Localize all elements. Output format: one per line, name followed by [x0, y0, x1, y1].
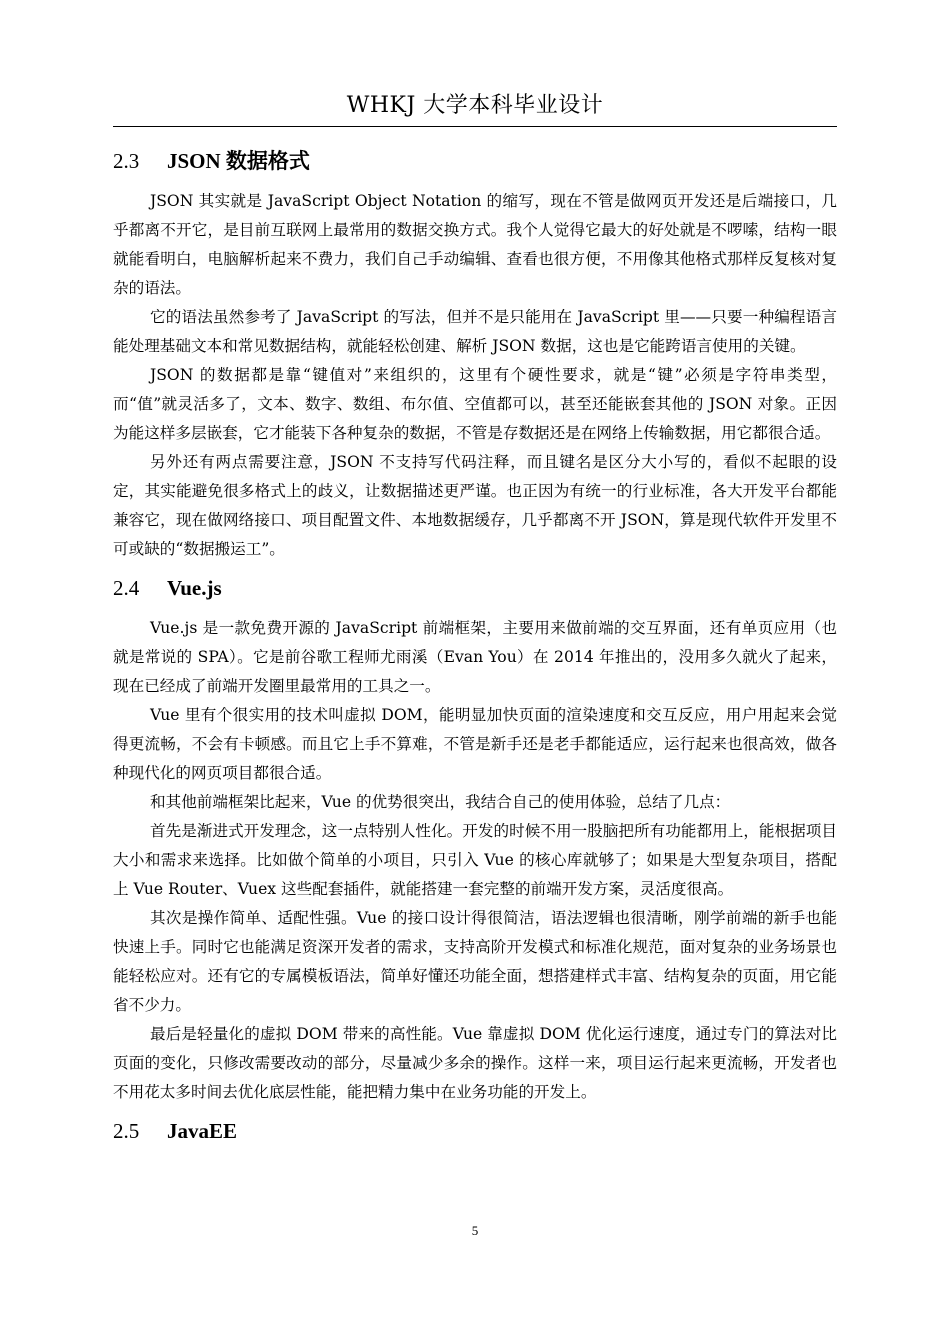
section-heading — [113, 143, 837, 179]
paragraph: Vue 里有个很实用的技术叫虚拟 DOM，能明显加快页面的渲染速度和交互反应，用户用起来会觉得更流畅，不会有卡顿感。而且它上手不算难，不管是新手还是老手都能适应，运行起来也很高效，做各种现代化的网页项目都很合适。 — [113, 706, 837, 782]
page-number: 5 — [471, 1223, 479, 1238]
paragraph: 其次是操作简单、适配性强。Vue 的接口设计得很简洁，语法逻辑也很清晰，刚学前端的新手也能快速上手。同时它也能满足资深开发者的需求，支持高阶开发模式和标准化规范，面对复杂的业务场景也能轻松应对。还有它的专属模板语法，简单好懂还功能全面，想搭建样式丰富、结构复杂的页面，用它能省不少力。 — [113, 909, 837, 1014]
section-json — [113, 143, 837, 564]
section-javaee — [113, 1113, 837, 1149]
header-divider — [113, 126, 837, 127]
section-number: 2.4 — [113, 576, 140, 600]
paragraph: 首先是渐进式开发理念，这一点特别人性化。开发的时候不用一股脑把所有功能都用上，能根据项目大小和需求来选择。比如做个简单的小项目，只引入 Vue 的核心库就够了；如果是大型复杂项目，搭配上 Vue Router、Vuex 这些配套插件，就能搭建一套完整的前端开发方案，灵活度很高。 — [113, 822, 837, 898]
section-title: Vue.js — [167, 576, 222, 600]
section-vuejs — [113, 570, 837, 1107]
section-heading — [113, 1113, 837, 1149]
section-heading — [113, 570, 837, 606]
section-number: 2.3 — [113, 149, 140, 173]
section-title: JavaEE — [167, 1119, 238, 1143]
paragraph: Vue.js 是一款免费开源的 JavaScript 前端框架，主要用来做前端的交互界面，还有单页应用（也就是常说的 SPA）。它是前谷歌工程师尤雨溪（Evan You）在 2014 年推出的，没用多久就火了起来，现在已经成了前端开发圈里最常用的工具之一。 — [113, 619, 837, 695]
running-header-title: WHKJ 大学本科毕业设计 — [346, 93, 604, 118]
paragraph: 它的语法虽然参考了 JavaScript 的写法，但并不是只能用在 JavaScript 里——只要一种编程语言能处理基础文本和常见数据结构，就能轻松创建、解析 JSON 数据，这也是它能跨语言使用的关键。 — [113, 308, 837, 355]
paragraph: 最后是轻量化的虚拟 DOM 带来的高性能。Vue 靠虚拟 DOM 优化运行速度，通过专门的算法对比页面的变化，只修改需要改动的部分，尽量减少多余的操作。这样一来，项目运行起来更流畅，开发者也不用花太多时间去优化底层性能，能把精力集中在业务功能的开发上。 — [113, 1025, 837, 1101]
paragraph: 另外还有两点需要注意，JSON 不支持写代码注释，而且键名是区分大小写的，看似不起眼的设定，其实能避免很多格式上的歧义，让数据描述更严谨。也正因为有统一的行业标准，各大开发平台都能兼容它，现在做网络接口、项目配置文件、本地数据缓存，几乎都离不开 JSON，算是现代软件开发里不可或缺的“数据搬运工”。 — [113, 453, 837, 558]
section-title: JSON 数据格式 — [167, 149, 310, 173]
paragraph: JSON 的数据都是靠“键值对”来组织的，这里有个硬性要求，就是“键”必须是字符串类型，而“值”就灵活多了，文本、数字、数组、布尔值、空值都可以，甚至还能嵌套其他的 JSON 对象。正因为能这样多层嵌套，它才能装下各种复杂的数据，不管是存数据还是在网络上传输数据，用它都很合适。 — [113, 366, 837, 442]
section-number: 2.5 — [113, 1119, 140, 1143]
paragraph: 和其他前端框架比起来，Vue 的优势很突出，我结合自己的使用体验，总结了几点： — [150, 793, 731, 811]
paragraph: JSON 其实就是 JavaScript Object Notation 的缩写，现在不管是做网页开发还是后端接口，几乎都离不开它，是目前互联网上最常用的数据交换方式。我个人觉得它最大的好处就是不啰嗦，结构一眼就能看明白，电脑解析起来不费力，我们自己手动编辑、查看也很方便，不用像其他格式那样反复核对复杂的语法。 — [113, 192, 837, 297]
document-body — [113, 143, 837, 1157]
